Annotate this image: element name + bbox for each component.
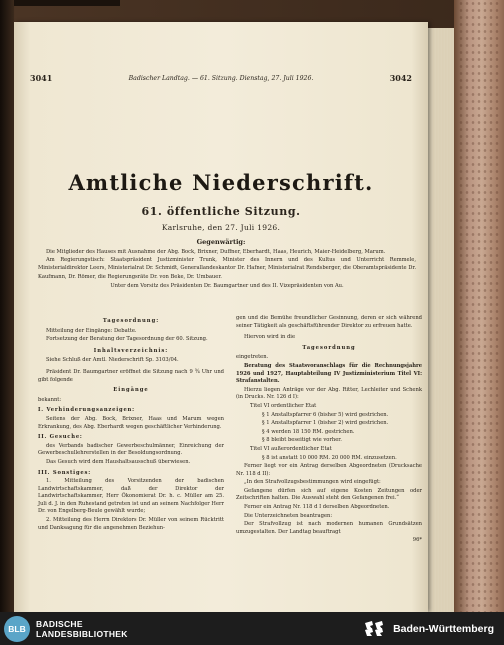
blb-name <box>36 619 128 639</box>
further-text: Ferner liegt vor ein Antrag derselben Abgeordneten (Drucksache Nr. 118 d II): <box>236 463 422 477</box>
left-column <box>38 315 224 533</box>
blb-logo-icon: BLB <box>4 616 30 642</box>
attendance-members: Die Mitglieder des Hauses mit Ausnahme der Abg. Bock, Brixner, Duffner, Eberhardt, Haas, Heurich, Maier-Heidelberg, Marum. <box>46 249 386 255</box>
section-text: des Verbands badischer Gewerbeschulmänner, Einreichung der Gewerbeschullehrerstellen in der Besoldungsordnung. <box>38 442 224 457</box>
bekannt-text: bekannt: <box>38 396 62 403</box>
opening-text: Präsident Dr. Baumgartner eröffnet die Sitzung nach 9 ¾ Uhr und gibt folgende <box>38 368 224 383</box>
right-column <box>236 315 422 546</box>
entered-text: eingetreten. <box>236 354 269 361</box>
bold-agenda-text: Beratung des Staatsvoranschlags für die Rechnungsjahre 1926 und 1927, Hauptabteilung IV Justizministerium Titel VI: Strafanstalten. <box>236 362 422 385</box>
quote-text: Gefangene dürfen sich auf eigene Kosten Zeitungen oder Zeitschriften halten. Die Auswahl steht den Gefangenen frei.“ <box>236 487 422 502</box>
document-page <box>14 22 428 612</box>
blb-line-1: BADISCHE <box>36 618 83 629</box>
motion-item: § 4 werden 18 150 RM. gestrichen. <box>262 428 355 435</box>
section-heading: II. Gesuche: <box>38 434 83 441</box>
scan-edge <box>0 0 120 6</box>
running-head <box>30 72 412 84</box>
title-line: Titel VI ordentlicher Etat <box>250 402 317 409</box>
section-text: 1. Mitteilung des Vorsitzenden der badischen Landwirtschaftskammer, daß der Direktor der Landwirtschaftskammer, Herr Ökonomierat Dr. h. c. Müller am 25. Juli d. J. in den Ruhestand getreten ist und an seinem Nachfolger Herr Dr. von Engelberg-Beule gewählt wurde; <box>38 478 224 515</box>
motion-item: § 1 Anstaltspfarrer 1 (bisher 2) wird gestrichen. <box>262 420 389 427</box>
chair-line: Unter dem Vorsitz des Präsidenten Dr. Baumgartner und des II. Vizepräsidenten von Au. <box>110 282 344 289</box>
agenda-heading: Tagesordnung: <box>102 318 160 324</box>
continued-text: gen und die Bemühe freundlicher Gesinnung, deren er sich während seiner Tätigkeit als geschäftsführender Direktor zu erfreuen hatte. <box>236 315 422 329</box>
left-page-number: 3041 <box>30 73 53 83</box>
page-edges <box>428 28 454 612</box>
motion-text: Hierzu liegen Anträge vor der Abg. Ritter, Lechleiter und Schenk (in Drucks. Nr. 126 d I): <box>236 386 422 401</box>
blb-line-2: LANDESBIBLIOTHEK <box>36 628 128 639</box>
session-title: 61. öffentliche Sitzung. <box>141 205 301 218</box>
right-page-number: 3042 <box>389 73 412 83</box>
eingaenge-heading: Eingänge <box>113 387 149 394</box>
section-heading: I. Verhinderungsanzeigen: <box>38 407 135 414</box>
contents-item: Siehe Schluß der Amtl. Niederschrift Sp. 3103/04. <box>46 357 179 364</box>
motion-item: § 8 ist anstatt 10 000 RM. 20 000 RM. einzusetzen. <box>262 454 397 461</box>
document-title: Amtliche Niederschrift. <box>68 170 374 195</box>
signed-text: Die Unterzeichneten beantragen: <box>244 512 333 519</box>
running-head-text: Badischer Landtag. — 61. Sitzung. Dienstag, 27. Juli 1926. <box>128 74 314 82</box>
section-text: Seitens der Abg. Bock, Brixner, Haas und Marum wegen Erkrankung, des Abg. Eberhardt wegen geschäftlicher Verhinderung. <box>38 415 224 430</box>
motion-item: § 1 Anstaltspfarrer 6 (bisher 5) wird gestrichen. <box>262 411 389 418</box>
last-text: Der Strafvollzug ist nach modernen humanen Grundsätzen umzugestalten. Der Landtag beauftragt <box>236 521 422 535</box>
bw-name: Baden-Württemberg <box>393 622 494 635</box>
contents-heading: Inhaltsverzeichnis: <box>93 347 169 354</box>
spine-shadow <box>0 0 14 612</box>
attendance-government: Am Regierungstisch: Staatspräsident Justizminister Trunk, Minister des Innern und des Kultus und Unterricht Remmele, Ministerialdirektor Leers, Ministerialrat Dr. Schmidt, Generallandeskantor Dr. Hafner, Ministerialrat Rendsberger, die Oberamtspräsidente Dr. Kaufmann, Dr. Römer, die Regierungsräte Dr. von Beke, Dr. Umbauer. <box>38 257 416 280</box>
title-line: Titel VI außerordentlicher Etat <box>250 445 332 452</box>
blb-brand[interactable] <box>0 616 128 642</box>
note-text: Hiervon wird in die <box>244 334 296 341</box>
book-cover <box>454 0 504 612</box>
footer-bar <box>0 612 504 645</box>
bw-brand[interactable] <box>363 619 504 639</box>
section-text: Das Gesuch wird dem Haushaltsausschuß überwiesen. <box>46 458 191 465</box>
signature-mark: 96* <box>412 537 422 544</box>
further-text: Ferner ein Antrag Nr. 118 d I derselben Abgeordneten. <box>244 504 390 511</box>
quote-text: „In den Strafvollzugsbestimmungen wird eingefügt: <box>244 479 381 486</box>
place-date: Karlsruhe, den 27. Juli 1926. <box>161 223 281 232</box>
attendance-block <box>38 248 416 290</box>
agenda-item: Fortsetzung der Beratung der Tagesordnung der 60. Sitzung. <box>46 336 208 343</box>
present-label: Gegenwärtig: <box>196 238 246 246</box>
agenda-heading: Tagesordnung <box>302 344 356 351</box>
bw-lions-crest-icon <box>363 619 387 639</box>
section-heading: III. Sonstiges: <box>38 469 91 476</box>
motion-item: § 8 bleibt beseitigt wie vorher. <box>262 437 342 444</box>
section-text: 2. Mitteilung des Herrn Direktors Dr. Müller von seinem Rücktritt und Danksagung für die angenehmen Beziehun- <box>38 517 224 531</box>
agenda-item: Mitteilung der Eingänge: Debatte. <box>46 327 137 334</box>
